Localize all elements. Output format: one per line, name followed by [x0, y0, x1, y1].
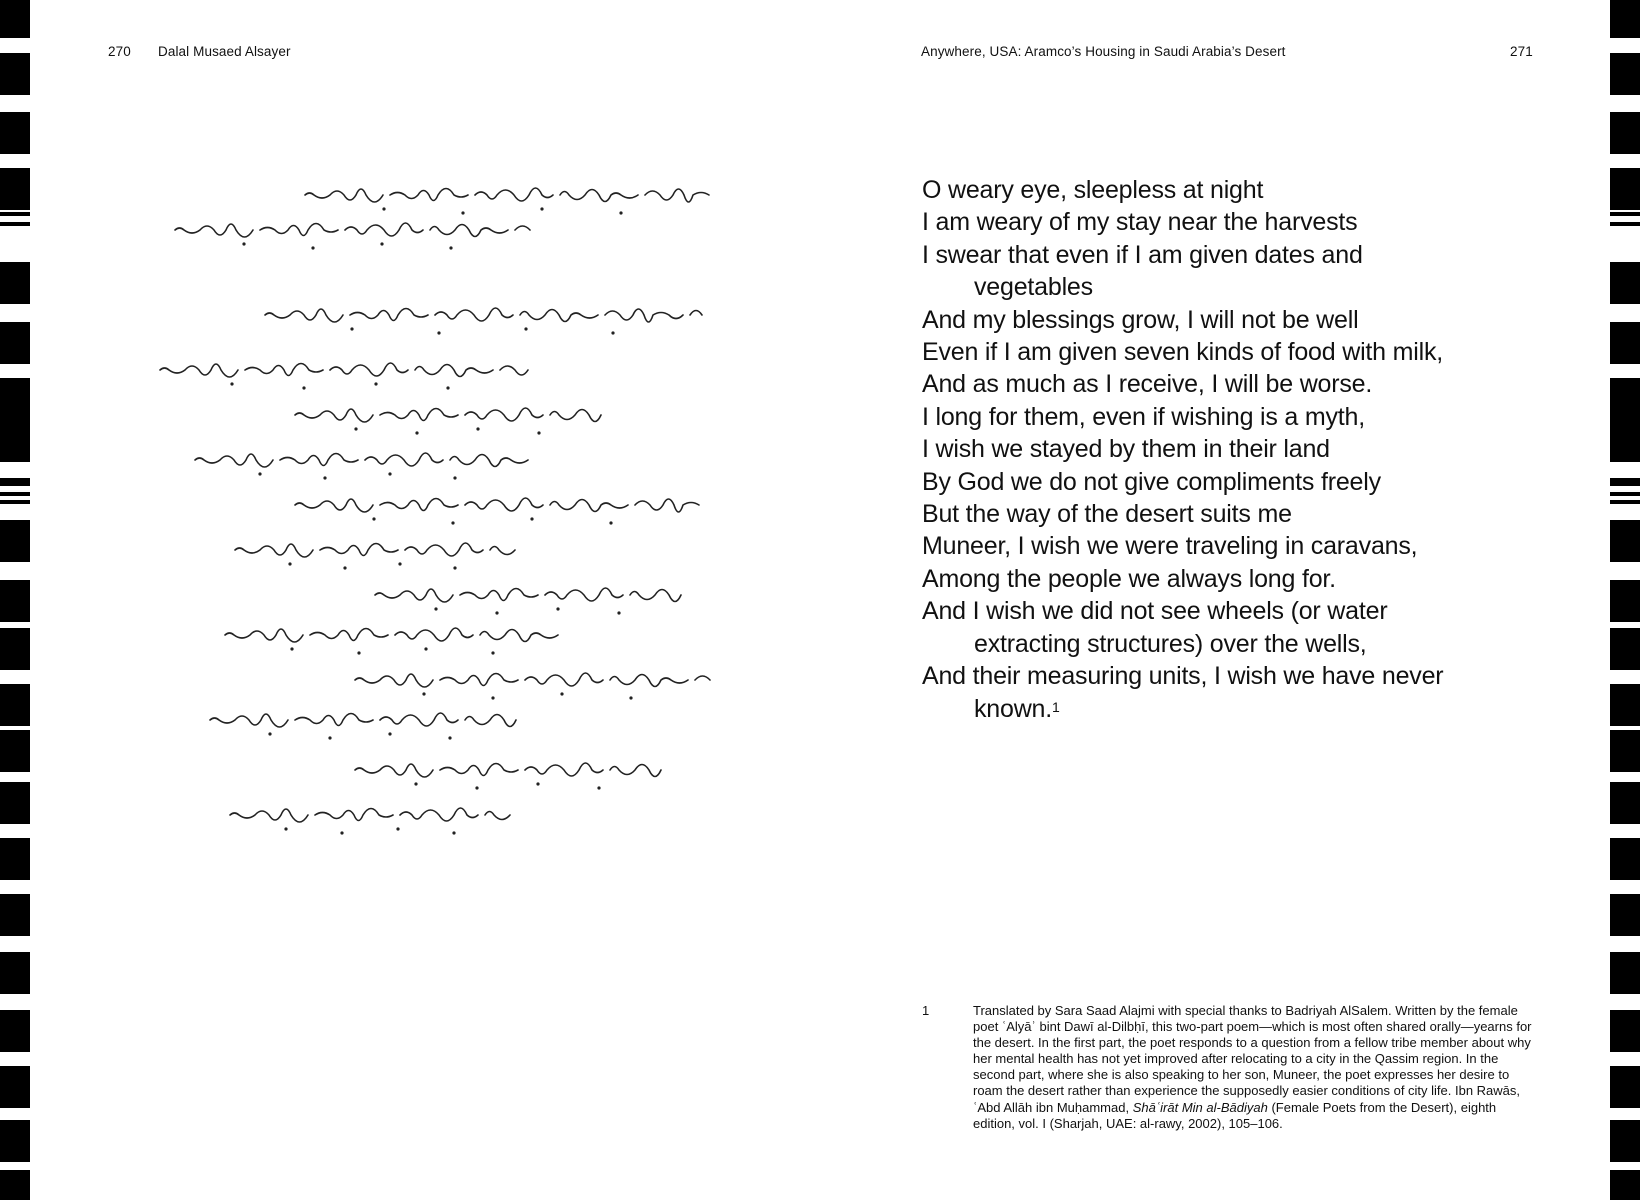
edge-tab-bar: [0, 628, 30, 670]
edge-tab-bar: [0, 1120, 30, 1162]
handwriting-dot: [611, 331, 614, 334]
edge-tab-bar: [1610, 202, 1640, 206]
footnote-reference[interactable]: 1: [1052, 698, 1060, 715]
poem-line: I wish we stayed by them in their land: [922, 435, 1330, 464]
handwriting-stroke: [175, 223, 530, 237]
handwriting-dot: [629, 696, 632, 699]
poem-line: By God we do not give compliments freely: [922, 467, 1381, 496]
poem-line: I long for them, even if wishing is a myth,: [922, 402, 1365, 431]
edge-tab-bar: [0, 782, 30, 824]
handwriting-dot: [536, 782, 539, 785]
handwriting-dot: [449, 246, 452, 249]
handwriting-dot: [268, 732, 271, 735]
edge-tab-bar: [0, 1170, 30, 1200]
poem-line: Muneer, I wish we were traveling in caravans,: [922, 532, 1418, 561]
edge-tab-bar: [1610, 322, 1640, 364]
edge-tab-bar: [0, 520, 30, 562]
handwriting-dot: [424, 647, 427, 650]
left-page-number: 270: [108, 44, 131, 59]
edge-tab-bar: [1610, 262, 1640, 304]
edge-tab-bar: [1610, 53, 1640, 95]
poem-line: And their measuring units, I wish we have never: [922, 662, 1444, 691]
handwriting-stroke: [230, 808, 510, 822]
handwriting-dot: [476, 427, 479, 430]
handwriting-dot: [323, 476, 326, 479]
handwriting-dot: [340, 831, 343, 834]
handwriting-dot: [537, 431, 540, 434]
handwriting-dot: [451, 521, 454, 524]
edge-tab-bar: [0, 262, 30, 304]
edge-tab-bar: [0, 202, 30, 206]
footnote-text: [973, 1003, 1533, 1132]
handwriting-dot: [560, 692, 563, 695]
handwriting-dot: [388, 732, 391, 735]
right-edge-tab-strip: [1610, 0, 1640, 1200]
handwriting-dot: [388, 472, 391, 475]
edge-tab-bar: [0, 420, 30, 462]
handwriting-dot: [491, 651, 494, 654]
edge-tab-bar: [0, 322, 30, 364]
edge-tab-bar: [1610, 478, 1640, 486]
edge-tab-bar: [1610, 520, 1640, 562]
edge-tab-bar: [1610, 190, 1640, 196]
handwriting-stroke: [195, 453, 535, 467]
handwriting-dot: [446, 386, 449, 389]
edge-tab-bar: [0, 500, 30, 504]
handwriting-dot: [461, 211, 464, 214]
handwriting-dot: [414, 782, 417, 785]
edge-tab-bar: [1610, 838, 1640, 880]
handwriting-dot: [453, 476, 456, 479]
handwriting-dot: [556, 607, 559, 610]
edge-tab-bar: [0, 222, 30, 226]
handwriting-dot: [380, 242, 383, 245]
edge-tab-bar: [1610, 894, 1640, 936]
right-running-head: Anywhere, USA: Aramco’s Housing in Saudi Arabia’s Desert: [921, 44, 1286, 59]
handwriting-dot: [540, 207, 543, 210]
handwriting-stroke: [355, 763, 661, 777]
handwriting-dot: [372, 517, 375, 520]
edge-tab-bar: [0, 580, 30, 622]
edge-tab-bar: [0, 478, 30, 486]
handwriting-dot: [354, 427, 357, 430]
handwriting-dot: [619, 211, 622, 214]
handwriting-dot: [311, 246, 314, 249]
handwriting-stroke: [235, 543, 515, 557]
edge-tab-bar: [0, 0, 30, 38]
footnote-number: 1: [922, 1003, 930, 1018]
handwriting-dot: [597, 786, 600, 789]
poem-line: vegetables: [974, 273, 1093, 302]
handwriting-dot: [415, 431, 418, 434]
left-running-head: Dalal Musaed Alsayer: [158, 44, 291, 59]
handwriting-dot: [452, 831, 455, 834]
footnote-text-part: (Female Poets from the Desert), eighth edition, vol. I (Sharjah, UAE: al-rawy, 2002), 105–106.: [973, 1099, 1497, 1131]
edge-tab-bar: [0, 952, 30, 994]
edge-tab-bar: [0, 378, 30, 420]
poem-line: Among the people we always long for.: [922, 564, 1336, 593]
edge-tab-bar: [1610, 684, 1640, 726]
handwriting-dot: [422, 692, 425, 695]
handwriting-dot: [398, 562, 401, 565]
handwriting-dot: [437, 331, 440, 334]
handwriting-image: [100, 175, 740, 895]
poem-line: I swear that even if I am given dates and: [922, 240, 1363, 269]
poem-line: And my blessings grow, I will not be well: [922, 305, 1359, 334]
handwriting-dot: [288, 562, 291, 565]
edge-tab-bar: [0, 53, 30, 95]
handwriting-stroke: [355, 673, 710, 687]
handwriting-stroke: [295, 498, 699, 512]
edge-tab-bar: [1610, 420, 1640, 462]
edge-tab-bar: [1610, 1066, 1640, 1108]
handwriting-dot: [350, 327, 353, 330]
edge-tab-bar: [1610, 0, 1640, 38]
handwriting-stroke: [225, 628, 565, 642]
poem-line: Even if I am given seven kinds of food with milk,: [922, 338, 1443, 367]
handwriting-dot: [242, 242, 245, 245]
handwriting-dot: [302, 386, 305, 389]
edge-tab-bar: [0, 684, 30, 726]
handwriting-dot: [491, 696, 494, 699]
handwriting-stroke: [295, 408, 601, 422]
poem-line: But the way of the desert suits me: [922, 500, 1292, 529]
edge-tab-bar: [1610, 1120, 1640, 1162]
edge-tab-bar: [1610, 628, 1640, 670]
edge-tab-bar: [0, 190, 30, 196]
edge-tab-bar: [0, 894, 30, 936]
poem-line-text: known.: [974, 694, 1053, 723]
edge-tab-bar: [1610, 580, 1640, 622]
right-page-number: 271: [1510, 44, 1533, 59]
edge-tab-bar: [1610, 952, 1640, 994]
handwriting-dot: [357, 651, 360, 654]
edge-tab-bar: [0, 492, 30, 496]
handwriting-stroke: [305, 188, 709, 202]
handwriting-dot: [230, 382, 233, 385]
edge-tab-bar: [1610, 1170, 1640, 1200]
handwriting-dot: [328, 736, 331, 739]
handwriting-dot: [453, 566, 456, 569]
handwriting-dot: [475, 786, 478, 789]
handwriting-stroke: [375, 588, 681, 602]
footnote-text-part: Translated by Sara Saad Alajmi with special thanks to Badriyah AlSalem. Written by the female poet ʿAlyāʾ bint Dawī al-Dilbḥī, this two-part poem—which is most often shared orally—yearns for the desert. In the first part, the poet responds to a question from a fellow tribe member about why her mental health has not yet improved after relocating to a city in the Qassim region. In the second part, where she is also speaking to her son, Muneer, the poet expresses her desire to roam the desert rather than experience the supposedly easier conditions of city life. Ibn Rawās, ʿAbd Allāh ibn Muḥammad,: [973, 1003, 1532, 1115]
poem-line: I am weary of my stay near the harvests: [922, 208, 1358, 237]
handwriting-dot: [258, 472, 261, 475]
edge-tab-bar: [1610, 1010, 1640, 1052]
handwriting-stroke: [210, 713, 516, 727]
edge-tab-bar: [0, 1010, 30, 1052]
handwriting-dot: [284, 827, 287, 830]
edge-tab-bar: [1610, 378, 1640, 420]
edge-tab-bar: [0, 730, 30, 772]
handwriting-dot: [343, 566, 346, 569]
edge-tab-bar: [0, 212, 30, 216]
poem-line-last: [922, 693, 1542, 725]
edge-tab-bar: [1610, 212, 1640, 216]
handwritten-arabic-manuscript: [100, 175, 740, 895]
edge-tab-bar: [1610, 112, 1640, 154]
footnote-title-italic: Shāʿirāt Min al-Bādiyah: [1132, 1099, 1268, 1115]
handwriting-dot: [495, 611, 498, 614]
handwriting-stroke: [160, 363, 528, 377]
poem-line: O weary eye, sleepless at night: [922, 176, 1264, 204]
edge-tab-bar: [0, 112, 30, 154]
handwriting-dot: [434, 607, 437, 610]
edge-tab-bar: [1610, 500, 1640, 504]
handwriting-dot: [396, 827, 399, 830]
edge-tab-bar: [1610, 782, 1640, 824]
edge-tab-bar: [1610, 222, 1640, 226]
handwriting-dot: [609, 521, 612, 524]
left-edge-tab-strip: [0, 0, 30, 1200]
handwriting-dot: [617, 611, 620, 614]
handwriting-dot: [290, 647, 293, 650]
handwriting-dot: [448, 736, 451, 739]
poem-translation: [922, 174, 1542, 725]
handwriting-dot: [382, 207, 385, 210]
poem-line: And as much as I receive, I will be worse.: [922, 370, 1373, 399]
edge-tab-bar: [1610, 492, 1640, 496]
handwriting-dot: [524, 327, 527, 330]
edge-tab-bar: [0, 1066, 30, 1108]
handwriting-stroke: [265, 308, 702, 322]
poem-line: And I wish we did not see wheels (or water: [922, 597, 1388, 626]
edge-tab-bar: [1610, 730, 1640, 772]
handwriting-dot: [374, 382, 377, 385]
poem-line: extracting structures) over the wells,: [974, 629, 1367, 658]
edge-tab-bar: [0, 838, 30, 880]
handwriting-dot: [530, 517, 533, 520]
